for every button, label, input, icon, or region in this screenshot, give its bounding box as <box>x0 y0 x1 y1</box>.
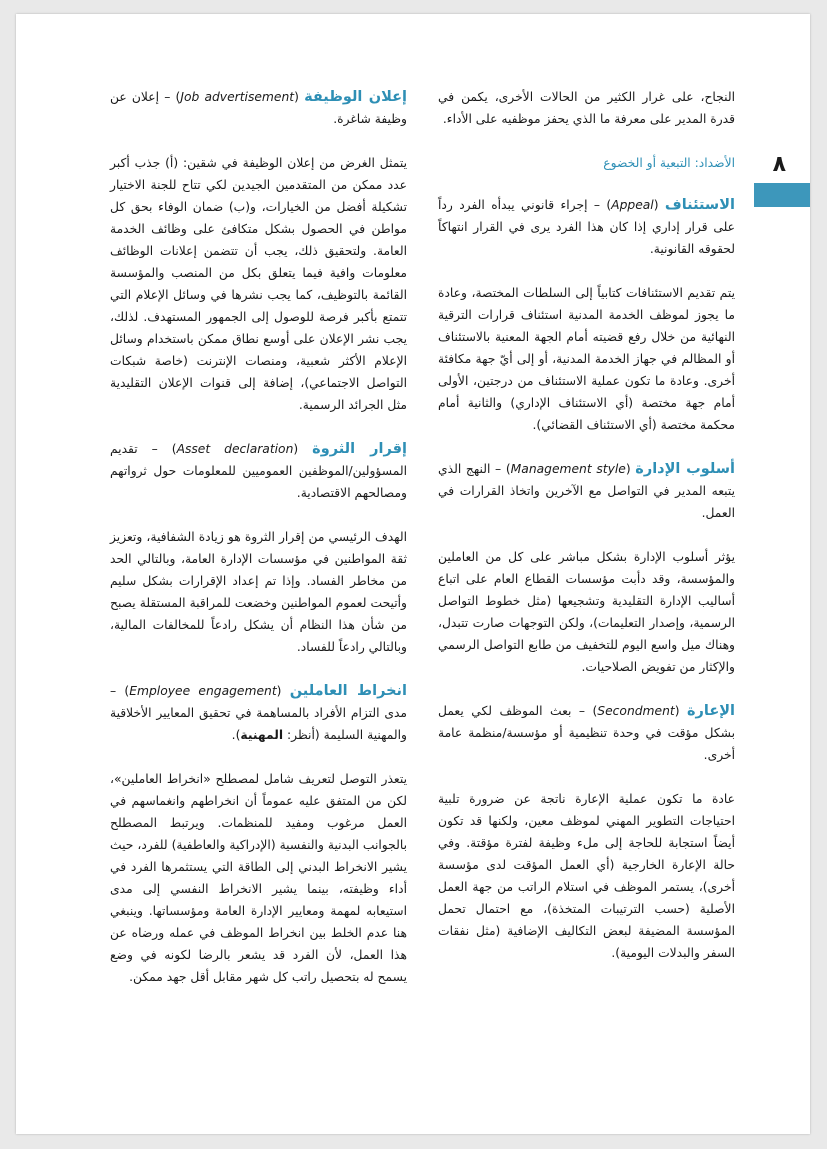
entry-body: يتمثل الغرض من إعلان الوظيفة في شقين: (أ) جذب أكبر عدد ممكن من المتقدمين الجيدين لكي تتاح للجنة الاختيار تشكيلة أفضل من الخيارات، و(ب) ضمان الوفاء بحق كل مواطن في الحصول بشكل متكافئ على وظائف الخدمة العامة. ولتحقيق ذلك، يجب أن تتضمن إعلانات الوظائف معلومات وافية فيما يتعلق بكل من المنصب والمؤسسة القائمة بالتوظيف، كما يجب نشرها في وسائل الإعلام التي تتمتع بأكبر فرصة للوصول إلى الجمهور المستهدف. لذلك، يجب نشر الإعلان على أوسع نطاق ممكن باستخدام وسائل الإعلام الأكثر شعبية، ومنصات الإنترنت (خاصة شبكات التواصل الاجتماعي)، إضافة إلى قنوات الإعلان التقليدية مثل الجرائد الرسمية. <box>110 156 407 412</box>
entry-definition: أسلوب الإدارة (Management style) – النهج الذي يتبعه المدير في التواصل مع الآخرين واتخاذ القرارات في العمل. <box>438 461 735 520</box>
opposites-note: الأضداد: التبعية أو الخضوع <box>603 156 735 170</box>
entry-body: عادة ما تكون عملية الإعارة ناتجة عن ضرورة تلبية احتياجات التطوير المهني لموظف معين، ولكنها قد تكون أيضاً استجابة للحاجة إلى ملء وظيفة لفترة مؤقتة. وفي حالة الإعارة الخارجية (أي العمل المؤقت لدى مؤسسة أخرى)، يستمر الموظف في استلام الراتب من جهة العمل الأصلية (حسب الترتيبات المتخذة)، مع احتمال تحمل المؤسسة المضيفة لبعض التكاليف الإضافية (مثل نفقات السفر والبدلات اليومية). <box>438 792 735 960</box>
left-column <box>110 86 407 1010</box>
page-color-tab <box>754 183 810 207</box>
term-english: Appeal <box>611 198 654 212</box>
term-definition: – إعلان عن وظيفة شاغرة. <box>110 90 407 126</box>
term-definition: – مدى التزام الأفراد بالمساهمة في تحقيق المعايير الأخلاقية والمهنية السليمة (أنظر: <box>110 684 407 742</box>
term-heading: الاستئناف <box>664 197 735 213</box>
term-definition: – بعث الموظف لكي يعمل بشكل مؤقت في وحدة تنظيمية أو مؤسسة/منظمة عامة أخرى. <box>438 704 735 762</box>
entry-body: يتعذر التوصل لتعريف شامل لمصطلح «انخراط العاملين»، لكن من المتفق عليه عموماً أن انخراطهم وانغماسهم في العمل مرغوب ومفيد للمنظمات. ويرتبط المصطلح بالجوانب البدنية والنفسية (الإدراكية والعاطفية) للفرد، حيث يشير الانخراط البدني إلى الطاقة التي يستثمرها الفرد في أداء وظيفته، بينما يشير الانخراط النفسي إلى مدى استيعابه لمهمة ومعايير الإدارة العامة ومؤسساتها. وينبغي هنا عدم الخلط بين انخراط الموظف في عمله ورضاه عن هذا العمل، لأن الفرد قد يشعر بالرضا لكونه في وضع يسمح له بتحصيل راتب كل شهر مقابل أقل جهد ممكن. <box>110 772 407 984</box>
intro-paragraph: النجاح، على غرار الكثير من الحالات الأخرى، يكمن في قدرة المدير على معرفة ما الذي يحفز موظفيه على الأداء. <box>438 90 735 126</box>
entry-body: يتم تقديم الاستئنافات كتابياً إلى السلطات المختصة، وعادة ما يجوز لموظف الخدمة المدنية استئناف قرارات الترقية النهائية من خلال رفع قضيته أمام الجهة المعنية بالاستئناف أو المظالم في جهاز الخدمة المدنية، أو إلى أيّ جهة مكافئة أخرى. وعادة ما تكون عملية الاستئناف من درجتين، الأولى أمام جهة مختصة (أي الاستئناف الإداري) والثانية أمام محكمة مختصة (أي الاستئناف القضائي). <box>438 286 735 432</box>
term-english: Management style <box>510 462 626 476</box>
term-english: Secondment <box>597 704 675 718</box>
page-number: ٨ <box>772 152 786 177</box>
term-heading: إعلان الوظيفة <box>304 89 407 105</box>
term-heading: انخراط العاملين <box>289 683 407 699</box>
entry-definition: إعلان الوظيفة (Job advertisement) – إعلان عن وظيفة شاغرة. <box>110 89 407 126</box>
right-column <box>438 86 735 986</box>
term-heading: الإعارة <box>686 703 735 719</box>
entry-definition: انخراط العاملين (Employee engagement) – مدى التزام الأفراد بالمساهمة في تحقيق المعايير الأخلاقية والمهنية السليمة (أنظر: المهنية). <box>110 683 407 742</box>
term-heading: أسلوب الإدارة <box>635 461 735 477</box>
term-english: Asset declaration <box>176 442 294 456</box>
term-heading: إقرار الثروة <box>312 441 407 457</box>
entry-body: الهدف الرئيسي من إقرار الثروة هو زيادة الشفافية، وتعزيز ثقة المواطنين في مؤسسات الإدارة العامة، وبالتالي الحد من مخاطر الفساد. وإذا تم إعداد الإقرارات بشكل سليم وأتيحت لعموم المواطنين وخضعت للمراقبة المستقلة يصبح من شأن هذا النظام أن يشكل رادعاً للمخالفات المالية، وبالتالي رادعاً للفساد. <box>110 530 407 654</box>
term-english: Job advertisement <box>180 90 295 104</box>
definition-end: ). <box>231 728 241 742</box>
see-also-term: المهنية <box>240 728 284 742</box>
document-page <box>16 14 810 1134</box>
entry-definition: الإعارة (Secondment) – بعث الموظف لكي يعمل بشكل مؤقت في وحدة تنظيمية أو مؤسسة/منظمة عامة أخرى. <box>438 703 735 762</box>
entry-definition: الاستئناف (Appeal) – إجراء قانوني يبدأه الفرد رداً على قرار إداري إذا كان هذا الفرد يرى في القرار انتهاكاً لحقوقه القانونية. <box>438 197 735 256</box>
term-definition: – إجراء قانوني يبدأه الفرد رداً على قرار إداري إذا كان هذا الفرد يرى في القرار انتهاكاً لحقوقه القانونية. <box>438 198 735 256</box>
entry-body: يؤثر أسلوب الإدارة بشكل مباشر على كل من العاملين والمؤسسة، وقد دأبت مؤسسات القطاع العام على اتباع أساليب الإدارة التقليدية وتشجيعها (مثل خطوط التواصل الرسمية، وإصدار التعليمات)، ولكن التوجهات صارت تتبدل، وهناك ميل واسع اليوم للتخفيف من طابع التواصل الرسمي والإكثار من تفويض الصلاحيات. <box>438 550 735 674</box>
term-definition: – النهج الذي يتبعه المدير في التواصل مع الآخرين واتخاذ القرارات في العمل. <box>438 462 735 520</box>
entry-definition: إقرار الثروة (Asset declaration) – تقديم المسؤولين/الموظفين العموميين للمعلومات حول ثرواتهم ومصالحهم الاقتصادية. <box>110 441 407 500</box>
term-english: Employee engagement <box>129 684 277 698</box>
term-definition: – تقديم المسؤولين/الموظفين العموميين للمعلومات حول ثرواتهم ومصالحهم الاقتصادية. <box>110 442 407 500</box>
